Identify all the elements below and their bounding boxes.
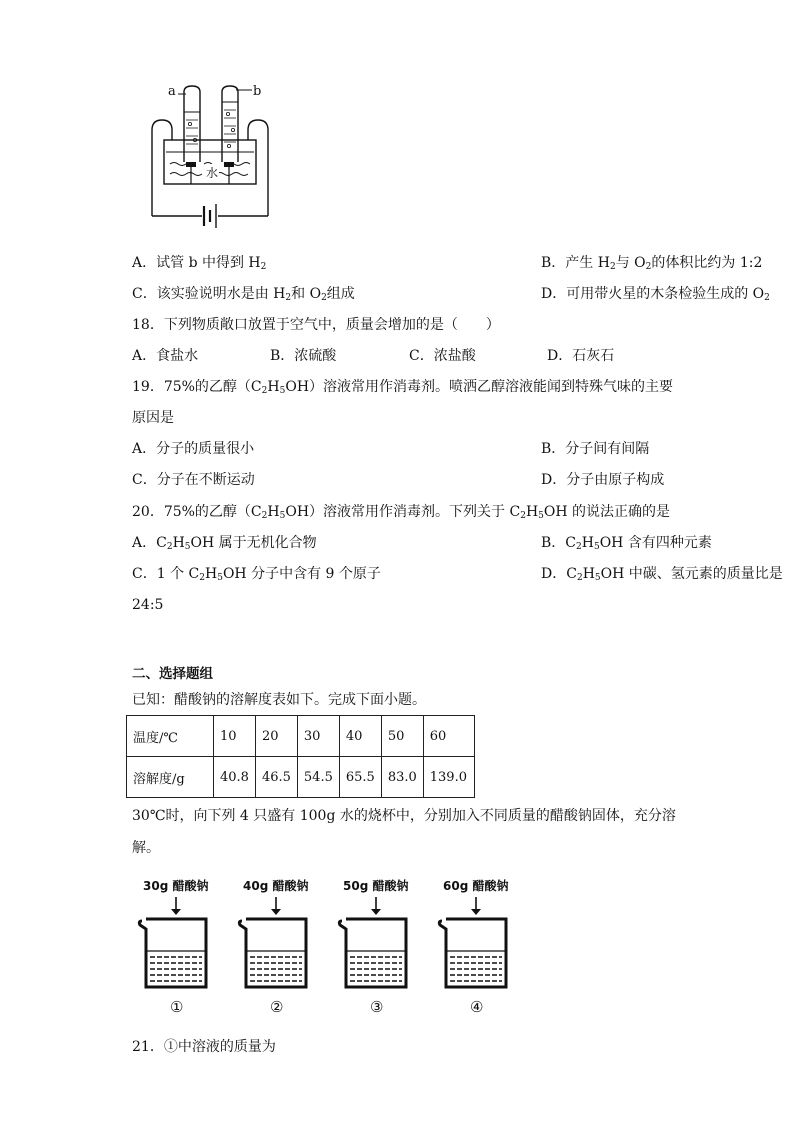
tube-a-label: a xyxy=(168,84,176,99)
q17-option-d: D．可用带火星的木条检验生成的 $O_2$ xyxy=(541,286,770,303)
q19-option-b: B．分子间有间隔 xyxy=(541,441,650,457)
beaker-2-label: 40g 醋酸钠 xyxy=(243,879,309,893)
q18-option-a: A．食盐水 xyxy=(132,348,199,364)
q19-option-d: D．分子由原子构成 xyxy=(541,472,665,488)
section2-intro: 已知：醋酸钠的溶解度表如下。完成下面小题。 xyxy=(132,692,426,708)
q18-stem: 18．下列物质敞口放置于空气中，质量会增加的是（ ） xyxy=(132,317,500,333)
q18-option-d: D．石灰石 xyxy=(547,348,615,364)
beaker-4-label: 60g 醋酸钠 xyxy=(443,879,509,893)
q20-option-c: C．1 个 $C_2H_5OH$ 分子中含有 9 个原子 xyxy=(132,566,381,583)
q20-option-d: D．$C_2H_5OH$ 中碳、氢元素的质量比是 xyxy=(541,566,783,583)
q17-option-a: A．试管 b 中得到 $H_2$ xyxy=(132,255,267,272)
tube-b-label: b xyxy=(253,84,262,99)
beaker-2-icon xyxy=(236,895,316,995)
q19-option-a: A．分子的质量很小 xyxy=(132,441,255,457)
table-cell: 10 xyxy=(214,716,256,757)
q18-option-b: B．浓硫酸 xyxy=(270,348,337,364)
beaker-1-number: ① xyxy=(170,998,184,1016)
solubility-table xyxy=(126,715,475,798)
beaker-1-icon xyxy=(136,895,216,995)
section2-paragraph-line1: 30℃时，向下列 4 只盛有 100g 水的烧杯中，分别加入不同质量的醋酸钠固体，充分溶 xyxy=(132,808,676,824)
q20-option-b: B．$C_2H_5OH$ 含有四种元素 xyxy=(541,535,712,552)
q20-stem: 20．75%的乙醇$(C_2H_5OH)$溶液常用作消毒剂。下列关于 $C_2H_5OH$ 的说法正确的是 xyxy=(132,504,671,521)
beaker-4-number: ④ xyxy=(470,998,484,1016)
q17-option-c: C．该实验说明水是由 $H_2$和 $O_2$组成 xyxy=(132,286,355,303)
table-cell: 54.5 xyxy=(297,757,339,798)
electrolysis-diagram xyxy=(140,78,280,238)
q20-option-d-continued: 24:5 xyxy=(132,597,164,613)
q20-options-row2 xyxy=(132,564,783,584)
table-row-temperature xyxy=(127,716,475,757)
q20-option-a: A．$C_2H_5OH$ 属于无机化合物 xyxy=(132,535,317,552)
table-cell: 溶解度/g xyxy=(127,757,214,798)
table-cell: 40 xyxy=(339,716,381,757)
beaker-4-icon xyxy=(436,895,516,995)
beaker-3-number: ③ xyxy=(370,998,384,1016)
q19-options-row1 xyxy=(132,439,650,459)
q19-options-row2 xyxy=(132,470,665,490)
q17-option-b: B．产生 $H_2$与 $O_2$的体积比约为 1:2 xyxy=(541,255,763,272)
q19-stem-line1: 19．75%的乙醇$(C_2H_5OH)$溶液常用作消毒剂。喷洒乙醇溶液能闻到特殊气味的主要 xyxy=(132,379,674,396)
table-cell: 40.8 xyxy=(214,757,256,798)
beaker-3-icon xyxy=(336,895,416,995)
table-row-solubility xyxy=(127,757,475,798)
q19-stem-line2: 原因是 xyxy=(132,410,174,426)
water-label: 水 xyxy=(206,166,219,180)
section2-paragraph-line2: 解。 xyxy=(132,840,160,856)
section2-heading: 二、选择题组 xyxy=(132,666,213,682)
table-cell: 20 xyxy=(255,716,297,757)
table-cell: 30 xyxy=(297,716,339,757)
beaker-1-label: 30g 醋酸钠 xyxy=(143,879,209,893)
table-cell: 50 xyxy=(381,716,423,757)
q17-options-row2 xyxy=(132,284,770,304)
q18-option-c: C．浓盐酸 xyxy=(409,348,476,364)
table-cell: 46.5 xyxy=(255,757,297,798)
table-cell: 60 xyxy=(423,716,474,757)
q17-options-row1 xyxy=(132,253,763,273)
table-cell: 83.0 xyxy=(381,757,423,798)
beaker-2-number: ② xyxy=(270,998,284,1016)
q18-options xyxy=(132,346,692,366)
q20-options-row1 xyxy=(132,533,712,553)
beaker-3-label: 50g 醋酸钠 xyxy=(343,879,409,893)
table-cell: 65.5 xyxy=(339,757,381,798)
table-cell: 温度/℃ xyxy=(127,716,214,757)
q21-stem: 21．①中溶液的质量为 xyxy=(132,1039,276,1055)
table-cell: 139.0 xyxy=(423,757,474,798)
q19-option-c: C．分子在不断运动 xyxy=(132,472,255,488)
